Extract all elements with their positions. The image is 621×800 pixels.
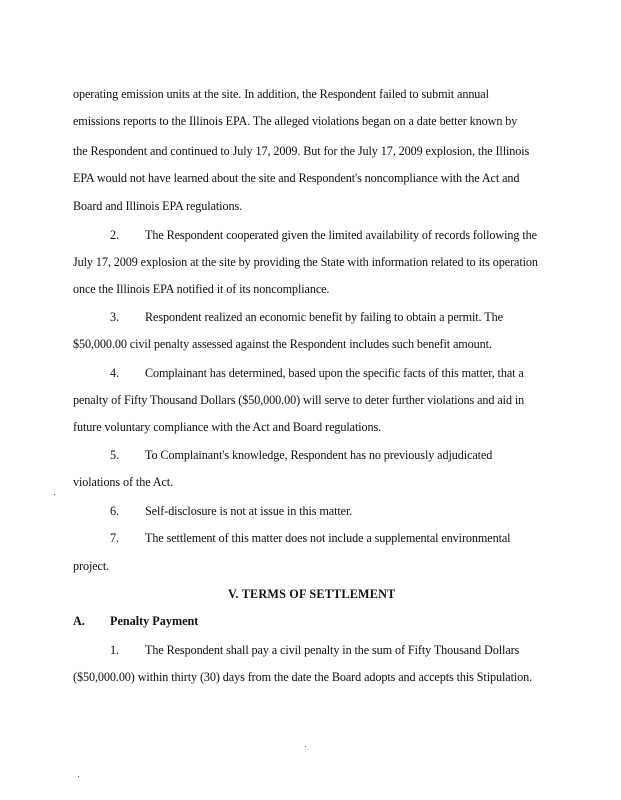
paragraph-number: 6. — [110, 504, 120, 518]
scan-speck — [78, 776, 79, 777]
body-line: penalty of Fifty Thousand Dollars ($50,000.00) will serve to deter further violations and aid in — [73, 393, 525, 407]
body-line: EPA would not have learned about the site and Respondent's noncompliance with the Act and — [73, 171, 520, 185]
body-line: July 17, 2009 explosion at the site by providing the State with information related to its operation — [73, 255, 538, 269]
body-line: once the Illinois EPA notified it of its noncompliance. — [73, 282, 330, 296]
body-line: future voluntary compliance with the Act and Board regulations. — [73, 420, 382, 434]
body-line: Self-disclosure is not at issue in this matter. — [145, 504, 353, 518]
paragraph-number: 2. — [110, 228, 120, 242]
body-line: ($50,000.00) within thirty (30) days from the date the Board adopts and accepts this Stipulation. — [73, 670, 533, 684]
body-line: Board and Illinois EPA regulations. — [73, 199, 243, 213]
body-line: $50,000.00 civil penalty assessed against the Respondent includes such benefit amount. — [73, 337, 492, 351]
paragraph-number: 3. — [110, 310, 120, 324]
paragraph-number: 7. — [110, 531, 120, 545]
section-heading: V. TERMS OF SETTLEMENT — [228, 587, 396, 601]
paragraph-number: 1. — [110, 643, 120, 657]
body-line: emissions reports to the Illinois EPA. The alleged violations began on a date better known by — [73, 114, 518, 128]
body-line: violations of the Act. — [73, 475, 174, 489]
body-line: The Respondent cooperated given the limited availability of records following the — [145, 228, 537, 242]
body-line: the Respondent and continued to July 17, 2009. But for the July 17, 2009 explosion, the Illinois — [73, 144, 530, 158]
body-line: project. — [73, 559, 110, 573]
body-line: The Respondent shall pay a civil penalty in the sum of Fifty Thousand Dollars — [145, 643, 520, 657]
body-line: The settlement of this matter does not include a supplemental environmental — [145, 531, 511, 545]
scan-speck — [305, 746, 306, 747]
body-line: operating emission units at the site. In addition, the Respondent failed to submit annual — [73, 87, 489, 101]
paragraph-number: 4. — [110, 366, 120, 380]
paragraph-number: 5. — [110, 448, 120, 462]
subsection-title: Penalty Payment — [110, 614, 199, 628]
body-line: Complainant has determined, based upon the specific facts of this matter, that a — [145, 366, 524, 380]
body-line: To Complainant's knowledge, Respondent has no previously adjudicated — [145, 448, 493, 462]
scan-speck — [54, 494, 55, 495]
body-line: Respondent realized an economic benefit by failing to obtain a permit. The — [145, 310, 503, 324]
subsection-letter: A. — [73, 614, 85, 628]
